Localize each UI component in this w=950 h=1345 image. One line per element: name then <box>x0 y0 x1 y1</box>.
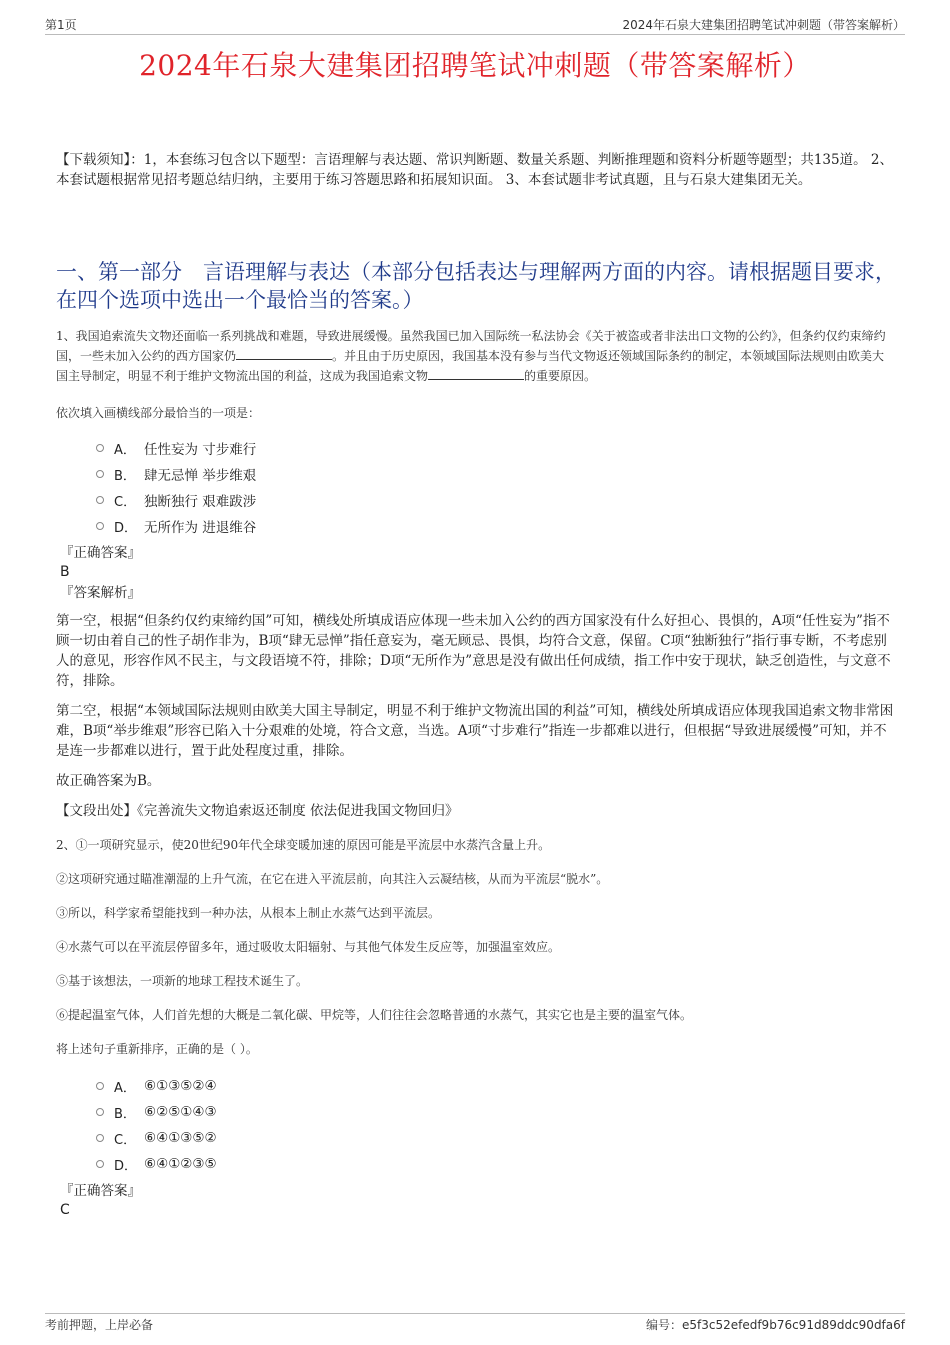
question-1-text-part-b: 。并且由于历史原因，我国基本没有参与当代文物返还领域国际条约的制定，本领域国际法规则由欧美大国主导制定，明显不利于维护文物流出国的利益，这成为我国追索文物 <box>56 349 885 383</box>
page-footer <box>45 1313 905 1334</box>
question-2-answer-label: 『正确答案』 <box>60 1183 141 1199</box>
radio-icon[interactable] <box>96 1160 104 1168</box>
question-1-options <box>96 435 896 539</box>
radio-icon[interactable] <box>96 1134 104 1142</box>
question-2-instruction: 将上述句子重新排序，正确的是（ ）。 <box>56 1042 258 1056</box>
question-2-sentence-2: ②这项研究通过瞄准潮湿的上升气流，在它在进入平流层前，向其注入云凝结核，从而为平流层“脱水”。 <box>56 872 609 886</box>
page-number: 第1页 <box>45 18 77 32</box>
download-notice: 【下载须知】：1，本套练习包含以下题型：言语理解与表达题、常识判断题、数量关系题、判断推理题和资料分析题等题型；共135道。 2、本套试题根据常见招考题总结归纳，主要用于练习答题思路和拓展知识面。 3、本套试题非考试真题，且与石泉大建集团无关。 <box>56 152 893 188</box>
question-2-option-c[interactable] <box>96 1125 896 1151</box>
question-2-options <box>96 1073 896 1177</box>
footer-code-label: 编号： <box>645 1318 682 1332</box>
footer-code-value: e5f3c52efedf9b76c91d89ddc90dfa6f <box>681 1318 905 1332</box>
fill-blank-2 <box>428 367 524 380</box>
question-1-source: 【文段出处】《完善流失文物追索返还制度 依法促进我国文物回归》 <box>56 803 459 819</box>
question-1-option-d[interactable] <box>96 513 896 539</box>
question-1-option-a[interactable] <box>96 435 896 461</box>
option-text: ⑥④①②③⑤ <box>144 1156 217 1172</box>
option-text: 独断独行 艰难跋涉 <box>144 494 257 510</box>
option-letter: B． <box>114 468 136 484</box>
page-header <box>45 14 905 35</box>
document-body <box>56 150 896 1219</box>
question-2-answer: C <box>60 1202 70 1218</box>
question-1-instruction: 依次填入画横线部分最恰当的一项是： <box>56 406 261 420</box>
option-text: 无所作为 进退维谷 <box>144 520 257 536</box>
footer-slogan: 考前押题，上岸必备 <box>45 1318 154 1332</box>
question-2-sentence-1: 2、①一项研究显示，使20世纪90年代全球变暖加速的原因可能是平流层中水蒸汽含量上升。 <box>56 838 551 852</box>
option-letter: A． <box>114 1080 136 1096</box>
question-2-sentence-3: ③所以，科学家希望能找到一种办法，从根本上制止水蒸气达到平流层。 <box>56 906 441 920</box>
option-letter: C． <box>114 1132 137 1148</box>
question-1-answer-label: 『正确答案』 <box>60 545 141 561</box>
option-letter: B． <box>114 1106 136 1122</box>
document-title: 2024年石泉大建集团招聘笔试冲刺题（带答案解析） <box>139 49 811 82</box>
radio-icon[interactable] <box>96 496 104 504</box>
radio-icon[interactable] <box>96 1082 104 1090</box>
radio-icon[interactable] <box>96 444 104 452</box>
option-text: 任性妄为 寸步难行 <box>144 442 257 458</box>
analysis-paragraph-2: 第二空，根据“本领域国际法规则由欧美大国主导制定，明显不利于维护文物流出国的利益”可知，横线处所填成语应体现我国追索文物非常困难，B项“举步维艰”形容已陷入十分艰难的处境，符合文意，当选。A项“寸步难行”指连一步都难以进行，但根据“导致进展缓慢”可知，并不是连一步都难以进行，置于此处程度过重，排除。 <box>56 703 894 759</box>
option-letter: D． <box>114 520 138 536</box>
radio-icon[interactable] <box>96 1108 104 1116</box>
question-2-sentence-4: ④水蒸气可以在平流层停留多年，通过吸收太阳辐射、与其他气体发生反应等，加强温室效应。 <box>56 940 561 954</box>
radio-icon[interactable] <box>96 522 104 530</box>
question-1-analysis-label: 『答案解析』 <box>60 585 141 601</box>
footer-code <box>646 1316 905 1333</box>
option-letter: D． <box>114 1158 138 1174</box>
question-1-text <box>56 326 896 386</box>
question-1-option-b[interactable] <box>96 461 896 487</box>
question-2-option-b[interactable] <box>96 1099 896 1125</box>
question-1-text-part-c: 的重要原因。 <box>524 369 597 383</box>
header-doc-title: 2024年石泉大建集团招聘笔试冲刺题（带答案解析） <box>622 18 905 32</box>
analysis-conclusion: 故正确答案为B。 <box>56 773 161 789</box>
question-1-option-c[interactable] <box>96 487 896 513</box>
question-2-option-a[interactable] <box>96 1073 896 1099</box>
option-letter: A． <box>114 442 136 458</box>
question-1-text-part-a: 1、我国追索流失文物还面临一系列挑战和难题，导致进展缓慢。虽然我国已加入国际统一私法协会《关于被盗或者非法出口文物的公约》，但条约仅约束缔约国，一些未加入公约的西方国家仍 <box>56 329 886 363</box>
option-text: ⑥②⑤①④③ <box>144 1104 217 1120</box>
analysis-paragraph-1: 第一空，根据“但条约仅约束缔约国”可知，横线处所填成语应体现一些未加入公约的西方国家没有什么好担心、畏惧的，A项“任性妄为”指不顾一切由着自己的性子胡作非为，B项“肆无忌惮”指任意妄为，毫无顾忌、畏惧，均符合文意，保留。C项“独断独行”指行事专断，不考虑别人的意见，形容作风不民主，与文段语境不符，排除；D项“无所作为”意思是没有做出任何成绩，指工作中安于现状，缺乏创造性，与文意不符，排除。 <box>56 613 891 689</box>
question-2-sentence-5: ⑤基于该想法，一项新的地球工程技术诞生了。 <box>56 974 309 988</box>
question-2-option-d[interactable] <box>96 1151 896 1177</box>
radio-icon[interactable] <box>96 470 104 478</box>
section-heading: 一、第一部分 言语理解与表达（本部分包括表达与理解两方面的内容。请根据题目要求，在四个选项中选出一个最恰当的答案。） <box>56 260 896 312</box>
question-1-answer: B <box>60 564 70 580</box>
option-text: 肆无忌惮 举步维艰 <box>144 468 257 484</box>
option-letter: C． <box>114 494 137 510</box>
question-2-sentence-6: ⑥提起温室气体，人们首先想的大概是二氧化碳、甲烷等，人们往往会忽略普通的水蒸气，其实它也是主要的温室气体。 <box>56 1008 693 1022</box>
fill-blank-1 <box>236 347 332 360</box>
option-text: ⑥①③⑤②④ <box>144 1078 217 1094</box>
option-text: ⑥④①③⑤② <box>144 1130 217 1146</box>
